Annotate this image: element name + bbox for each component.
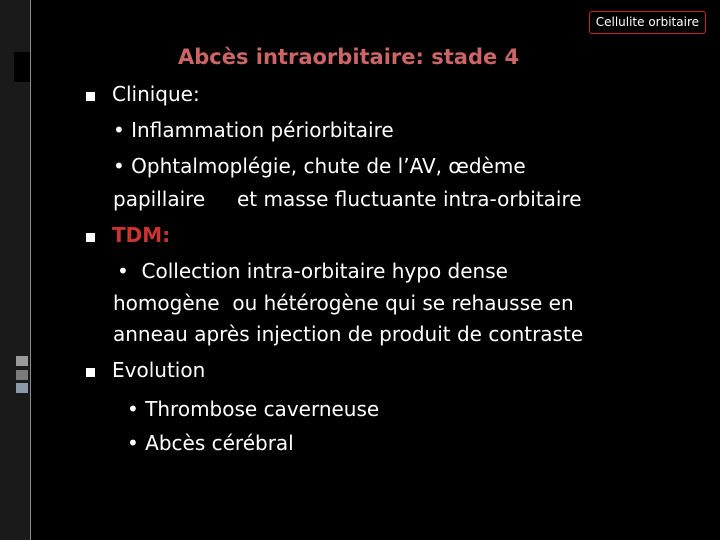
square-bullet-icon — [86, 233, 95, 242]
tdm-line: anneau après injection de produit de contraste — [113, 322, 584, 346]
section-heading-clinique: Clinique: — [112, 82, 200, 106]
tdm-line: • Collection intra-orbitaire hypo dense — [117, 259, 508, 283]
topic-tag: Cellulite orbitaire — [589, 11, 706, 34]
left-border-line — [30, 0, 31, 540]
decorative-tick — [16, 370, 28, 380]
square-bullet-icon — [86, 92, 95, 101]
slide-title: Abcès intraorbitaire: stade 4 — [178, 45, 520, 69]
tdm-line: homogène ou hétérogène qui se rehausse en — [113, 291, 574, 315]
decorative-tick — [16, 383, 28, 393]
square-bullet-icon — [86, 368, 95, 377]
clinique-line: • Ophtalmoplégie, chute de l’AV, œdème — [113, 154, 526, 178]
clinique-line: • Inflammation périorbitaire — [113, 118, 394, 142]
section-heading-tdm: TDM: — [112, 223, 171, 247]
decorative-block — [14, 52, 30, 82]
clinique-line: papillaire et masse fluctuante intra-orbitaire — [113, 187, 582, 211]
evolution-line: • Thrombose caverneuse — [127, 397, 380, 421]
section-heading-evolution: Evolution — [112, 358, 206, 382]
decorative-tick — [16, 356, 28, 366]
evolution-line: • Abcès cérébral — [127, 431, 294, 455]
